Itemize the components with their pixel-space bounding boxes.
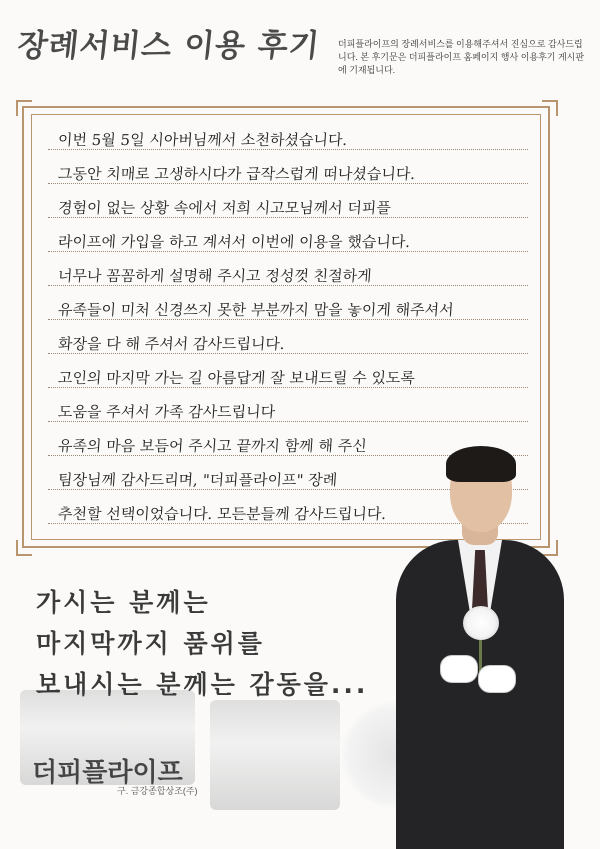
handwritten-line: 라이프에 가입을 하고 계셔서 이번에 이용을 했습니다. (57, 233, 411, 251)
white-glove-left (440, 655, 478, 683)
handwritten-line: 팀장님께 감사드리며, "더피플라이프" 장례 (57, 471, 338, 489)
brand-subtitle: 구. 금강종합상조(주) (117, 786, 198, 796)
handwritten-line: 유족들이 미처 신경쓰지 못한 부분까지 맘을 놓이게 해주셔서 (57, 301, 455, 319)
frame-corner-ornament (16, 100, 32, 116)
frame-corner-ornament (542, 540, 558, 556)
handwritten-line: 도움을 주셔서 가족 감사드립니다 (57, 403, 276, 421)
handwritten-line: 화장을 다 해 주셔서 감사드립니다. (57, 335, 286, 353)
brand-logo: 더피플라이프 (32, 758, 183, 788)
white-chrysanthemum (463, 606, 499, 640)
handwritten-line: 유족의 마음 보듬어 주시고 끝까지 함께 해 주신 (57, 437, 368, 455)
frame-corner-ornament (16, 540, 32, 556)
white-glove-right (478, 665, 516, 693)
slogan-line-2: 마지막까지 품위를 (36, 629, 265, 658)
handwritten-line: 그동안 치매로 고생하시다가 급작스럽게 떠나셨습니다. (57, 165, 416, 183)
handwritten-line: 추천할 선택이었습니다. 모든분들께 감사드립니다. (57, 505, 387, 523)
slogan-line-1: 가시는 분께는 (36, 588, 211, 617)
page-title: 장례서비스 이용 후기 (15, 28, 322, 64)
handwritten-line: 경험이 없는 상황 속에서 저희 시고모님께서 더피플 (57, 199, 392, 217)
hair (446, 446, 516, 482)
intro-text: 더피플라이프의 장례서비스를 이용해주셔서 진심으로 감사드립니다. 본 후기문은 더피플라이프 홈페이지 행사 이용후기 게시판에 기재됩니다. (338, 39, 585, 75)
candle-image (210, 700, 340, 810)
flower-stem (479, 636, 482, 672)
slogan-line-3: 보내시는 분께는 감동을... (36, 670, 369, 699)
handwritten-line: 고인의 마지막 가는 길 아름답게 잘 보내드릴 수 있도록 (57, 369, 416, 387)
handwritten-line: 이번 5월 5일 시아버님께서 소천하셨습니다. (57, 131, 348, 149)
handwritten-line: 너무나 꼼꼼하게 설명해 주시고 정성껏 친절하게 (57, 267, 373, 285)
frame-corner-ornament (542, 100, 558, 116)
